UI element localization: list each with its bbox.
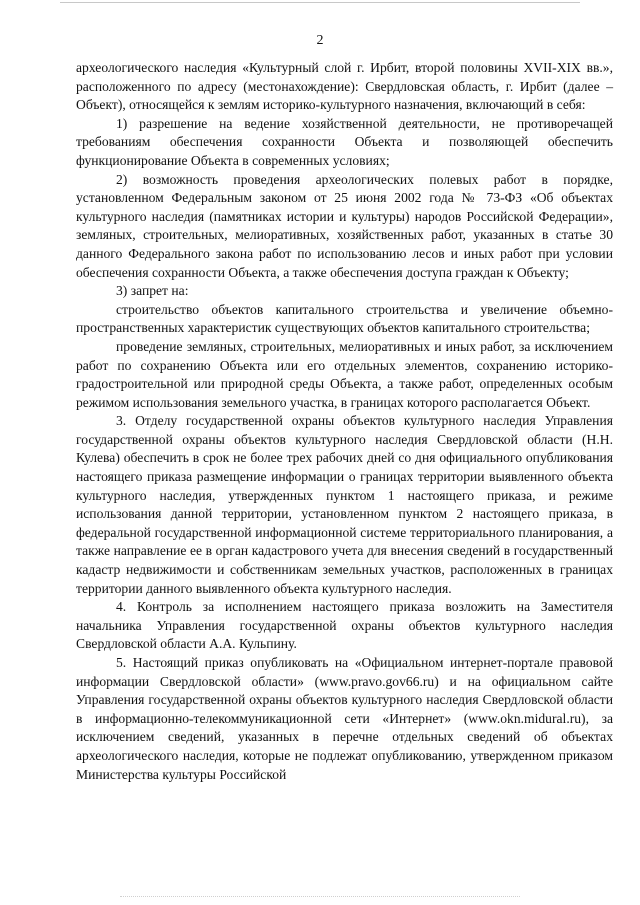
paragraph-prohibition-works: проведение земляных, строительных, мелиоративных и иных работ, за исключением работ по сохранению Объекта или его отдельных элементов, сохранению историко-градостроительной или природной среды Объекта, а также работ, определенных особым режимом использования земельного участка, в границах которого располагается Объект. — [76, 338, 613, 410]
scan-artifact-divider — [120, 896, 520, 899]
paragraph-item-1: 1) разрешение на ведение хозяйственной деятельности, не противоречащей требованиям обеспечения сохранности Объекта и позволяющей обеспечить функционирование Объекта в современных условиях; — [76, 115, 613, 168]
paragraph-item-2: 2) возможность проведения археологических полевых работ в порядке, установленном Федеральным законом от 25 июня 2002 года № 73-ФЗ «Об объектах культурного наследия (памятниках истории и культуры) народов Российской Федерации», земляных, строительных, мелиоративных, хозяйственных работ, указанных в статье 30 данного Федерального закона работ по использованию лесов и иных работ при условии обеспечения сохранности Объекта, а также обеспечения доступа граждан к Объекту; — [76, 171, 613, 280]
page-number: 2 — [316, 33, 324, 48]
paragraph-item-3: 3) запрет на: — [116, 283, 189, 299]
paragraph-clause-5: 5. Настоящий приказ опубликовать на «Официальном интернет-портале правовой информации Свердловской области» (www.pravo.gov66.ru) и на официальном сайте Управления государственной охраны объектов культурного наследия Свердловской области в информационно-телекоммуникационной сети «Интернет» (www.okn.midural.ru), за исключением сведений, указанных в перечне отдельных сведений об объектах археологического наследия, которые не подлежат опубликованию, утвержденном приказом Министерства культуры Российской — [76, 655, 613, 782]
document-body — [76, 59, 613, 784]
paragraph-continuation: археологического наследия «Культурный слой г. Ирбит, второй половины XVII-XIX вв.», расположенного по адресу (местонахождение): Свердловская область, г. Ирбит (далее – Объект), относящейся к землям историко-культурного назначения, включающий в себя: — [76, 60, 613, 113]
paragraph-prohibition-construction: строительство объектов капитального строительства и увеличение объемно-пространственных характеристик существующих объектов капитального строительства; — [76, 301, 613, 336]
paragraph-clause-4: 4. Контроль за исполнением настоящего приказа возложить на Заместителя начальника Управления государственной охраны объектов культурного наследия Свердловской области А.А. Кульпину. — [76, 599, 613, 652]
paragraph-clause-3: 3. Отделу государственной охраны объектов культурного наследия Управления государственной охраны объектов культурного наследия Свердловской области (Н.Н. Кулева) обеспечить в срок не более трех рабочих дней со дня официального опубликования настоящего приказа размещение информации о границах территории выявленного объекта культурного наследия, утвержденных пунктом 1 настоящего приказа, и режиме использования данной территории, установленном пунктом 2 настоящего приказа, в федеральной государственной информационной системе территориального планирования, а также направление ее в орган кадастрового учета для внесения сведений в государственный кадастр недвижимости и собственникам земельных участков, расположенных в границах территории данного выявленного объекта культурного наследия. — [76, 413, 613, 596]
top-divider — [60, 2, 580, 3]
